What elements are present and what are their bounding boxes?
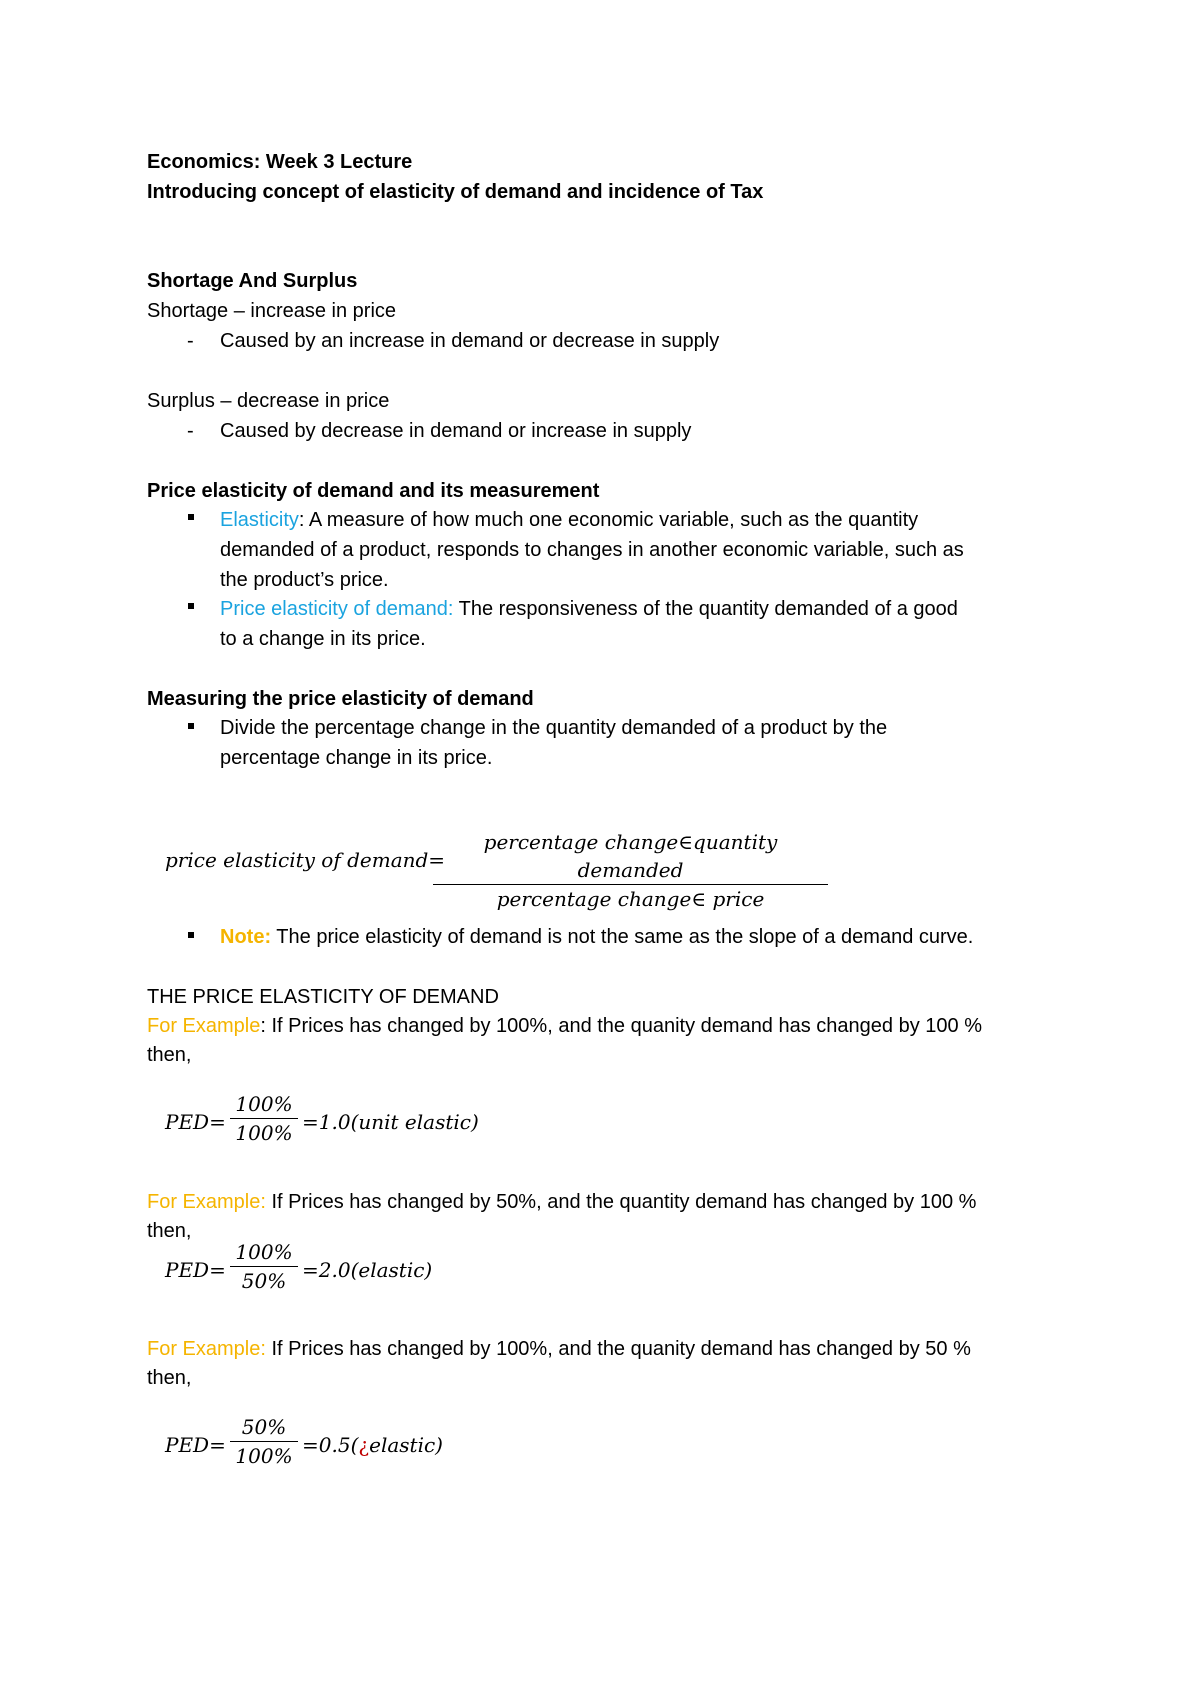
example3-numerator: 50% bbox=[241, 1415, 287, 1439]
measuring-text-line1: Divide the percentage change in the quantity demanded of a product by the bbox=[220, 717, 888, 739]
example3-glyph: ¿ bbox=[358, 1433, 370, 1457]
document-subtitle: Introducing concept of elasticity of demand and incidence of Tax bbox=[147, 181, 764, 203]
elasticity-definition-line1 bbox=[220, 506, 918, 534]
example3-rhs-end: elastic) bbox=[369, 1433, 443, 1457]
example3-line bbox=[147, 1335, 971, 1363]
example2-numerator: 100% bbox=[235, 1240, 293, 1264]
ped-text: The responsiveness of the quantity demanded of a good bbox=[453, 598, 958, 620]
dash-marker: - bbox=[187, 420, 194, 442]
formula-fraction bbox=[433, 828, 828, 913]
square-bullet bbox=[188, 932, 194, 938]
shortage-surplus-heading: Shortage And Surplus bbox=[147, 270, 358, 292]
example1-label: For Example bbox=[147, 1015, 261, 1037]
example3-rhs bbox=[302, 1431, 443, 1459]
measuring-text-line2: percentage change in its price. bbox=[220, 747, 493, 769]
example2-label: For Example: bbox=[147, 1191, 266, 1213]
example3-then: then, bbox=[147, 1367, 192, 1389]
example2-line bbox=[147, 1188, 976, 1216]
elasticity-definition-line2: demanded of a product, responds to changes in another economic variable, such as bbox=[220, 539, 964, 561]
example1-text: : If Prices has changed by 100%, and the quanity demand has changed by 100 % bbox=[260, 1015, 982, 1037]
example3-denominator: 100% bbox=[235, 1444, 293, 1468]
example1-then: then, bbox=[147, 1044, 192, 1066]
shortage-cause: Caused by an increase in demand or decrease in supply bbox=[220, 330, 720, 352]
example1-denominator: 100% bbox=[235, 1121, 293, 1145]
formula-numerator: percentage change∈quantity demanded bbox=[483, 830, 778, 882]
elasticity-term: Elasticity bbox=[220, 509, 299, 531]
ped-heading: Price elasticity of demand and its measurement bbox=[147, 480, 600, 502]
surplus-line: Surplus – decrease in price bbox=[147, 390, 390, 412]
example3-lhs: PED= bbox=[165, 1433, 226, 1457]
example2-text: If Prices has changed by 50%, and the quantity demand has changed by 100 % bbox=[265, 1191, 977, 1213]
example2-fraction bbox=[230, 1238, 298, 1295]
example2-denominator: 50% bbox=[241, 1269, 287, 1293]
elasticity-text: : A measure of how much one economic variable, such as the quantity bbox=[298, 509, 919, 531]
measuring-heading: Measuring the price elasticity of demand bbox=[147, 688, 534, 710]
dash-marker: - bbox=[187, 330, 194, 352]
ped-definition-line1 bbox=[220, 595, 958, 623]
formula-lhs: price elasticity of demand= bbox=[165, 848, 446, 872]
example3-text: If Prices has changed by 100%, and the quanity demand has changed by 50 % bbox=[265, 1338, 971, 1360]
square-bullet bbox=[188, 603, 194, 609]
example2-rhs: =2.0(elastic) bbox=[302, 1258, 433, 1282]
example3-rhs-start: =0.5( bbox=[302, 1433, 359, 1457]
example2-lhs: PED= bbox=[165, 1258, 226, 1282]
example2-then: then, bbox=[147, 1220, 192, 1242]
note-label: Note: bbox=[220, 926, 272, 948]
example1-numerator: 100% bbox=[235, 1092, 293, 1116]
note-text: The price elasticity of demand is not the same as the slope of a demand curve. bbox=[271, 926, 974, 948]
shortage-line: Shortage – increase in price bbox=[147, 300, 397, 322]
example1-rhs: =1.0(unit elastic) bbox=[302, 1110, 479, 1134]
surplus-cause: Caused by decrease in demand or increase in supply bbox=[220, 420, 692, 442]
example1-line bbox=[147, 1012, 982, 1040]
document-title: Economics: Week 3 Lecture bbox=[147, 151, 413, 173]
elasticity-definition-line3: the product’s price. bbox=[220, 569, 389, 591]
example1-fraction bbox=[230, 1090, 298, 1147]
ped-definition-line2: to a change in its price. bbox=[220, 628, 426, 650]
square-bullet bbox=[188, 723, 194, 729]
ped-term: Price elasticity of demand: bbox=[220, 598, 454, 620]
square-bullet bbox=[188, 514, 194, 520]
examples-heading: THE PRICE ELASTICITY OF DEMAND bbox=[147, 986, 499, 1008]
formula-denominator: percentage change∈ price bbox=[496, 887, 765, 911]
example3-label: For Example: bbox=[147, 1338, 266, 1360]
example3-fraction bbox=[230, 1413, 298, 1470]
example1-lhs: PED= bbox=[165, 1110, 226, 1134]
note-line bbox=[220, 923, 973, 951]
